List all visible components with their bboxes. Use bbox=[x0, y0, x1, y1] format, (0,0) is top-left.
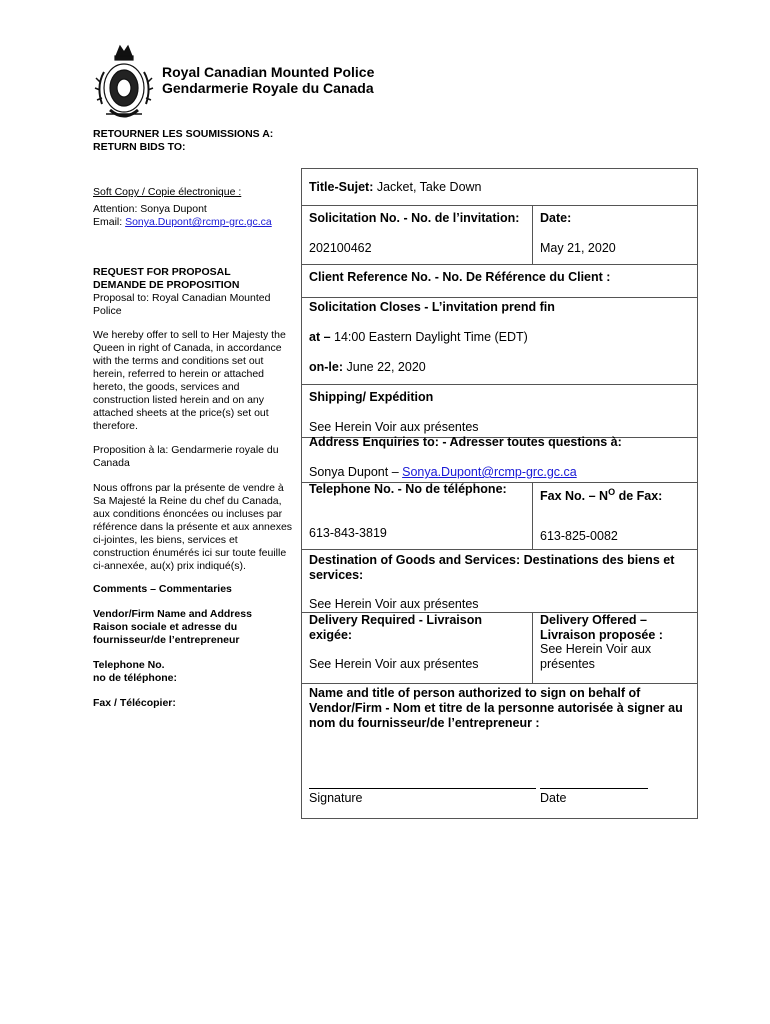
at-value: 14:00 Eastern Daylight Time (EDT) bbox=[330, 330, 528, 344]
fax-label-text: Fax No. – N bbox=[540, 489, 609, 504]
enquiries-contact bbox=[309, 465, 577, 480]
email-label: Email: bbox=[93, 216, 126, 228]
return-bids-fr: RETOURNER LES SOUMISSIONS A: bbox=[93, 128, 274, 140]
solicitation-closes-label: Solicitation Closes - L’invitation prend fin bbox=[309, 300, 555, 314]
on-label: on-le: bbox=[309, 360, 344, 374]
signature-line[interactable] bbox=[309, 788, 536, 789]
at-label: at – bbox=[309, 330, 331, 344]
fax-label: Fax / Télécopier: bbox=[93, 697, 176, 709]
enquiries-name: Sonya Dupont – bbox=[309, 465, 403, 479]
vendor-label-1: Vendor/Firm Name and Address bbox=[93, 608, 252, 620]
fax-value: 613-825-0082 bbox=[540, 529, 618, 543]
delivery-offered-label-2: Livraison proposée : bbox=[540, 628, 663, 642]
authorized-signatory-label: Name and title of person authorized to sign on behalf of Vendor/Firm - Nom et titre de la personne autorisée à signer au nom du fournisseur/de l’entrepreneur : bbox=[309, 686, 683, 730]
on-value: June 22, 2020 bbox=[343, 360, 426, 374]
solicitation-label: Solicitation No. - No. de l’invitation: bbox=[309, 211, 520, 225]
telephone-field-label: Telephone No. - No de téléphone: bbox=[309, 482, 507, 496]
return-bids-en: RETURN BIDS TO: bbox=[93, 141, 186, 153]
delivery-offered-value-2: présentes bbox=[540, 657, 595, 671]
shipping-value: See Herein Voir aux présentes bbox=[309, 420, 479, 434]
vendor-label-3: fournisseur/de l’entrepreneur bbox=[93, 634, 240, 646]
delivery-offered-value-1: See Herein Voir aux bbox=[540, 642, 652, 656]
fax-field-label bbox=[540, 485, 662, 504]
offer-fr: Nous offrons par la présente de vendre à Sa Majesté la Reine du chef du Canada, aux conditions énoncées ou incluses par référence dans la présente et aux annexes ci-jointes, les biens, services et construction énumérés ici sur toute feuille ci-annexée, au(x) prix indiqué(s). bbox=[93, 482, 293, 572]
soft-copy-label: Soft Copy / Copie électronique : bbox=[93, 186, 242, 198]
rfp-en: REQUEST FOR PROPOSAL bbox=[93, 266, 231, 278]
proposal-to: Proposal to: Royal Canadian Mounted Police bbox=[93, 292, 271, 317]
rfp-fr: DEMANDE DE PROPOSITION bbox=[93, 279, 240, 291]
telephone-value: 613-843-3819 bbox=[309, 526, 387, 540]
delivery-required-label-2: exigée: bbox=[309, 628, 353, 642]
attention-text: Attention: Sonya Dupont bbox=[93, 203, 207, 215]
header-title-fr: Gendarmerie Royale du Canada bbox=[162, 80, 374, 96]
proposition-fr: Proposition à la: Gendarmerie royale du Canada bbox=[93, 444, 279, 469]
solicitation-value: 202100462 bbox=[309, 241, 372, 255]
destination-label: Destination of Goods and Services: Destinations des biens et services: bbox=[309, 553, 675, 582]
email-line bbox=[93, 216, 272, 229]
enquiries-label: Address Enquiries to: - Adresser toutes questions à: bbox=[309, 435, 622, 449]
header-title-en: Royal Canadian Mounted Police bbox=[162, 64, 375, 80]
date-value: May 21, 2020 bbox=[540, 241, 616, 255]
closing-date bbox=[309, 360, 426, 375]
signature-date-label: Date bbox=[540, 791, 567, 805]
delivery-offered-label-1: Delivery Offered – bbox=[540, 613, 647, 627]
rcmp-crest-logo bbox=[94, 42, 154, 126]
title-label: Title-Sujet: bbox=[309, 180, 374, 194]
delivery-required-label-1: Delivery Required - Livraison bbox=[309, 613, 482, 627]
signature-label: Signature bbox=[309, 791, 363, 805]
enquiries-email-link[interactable]: Sonya.Dupont@rcmp-grc.gc.ca bbox=[402, 465, 577, 479]
title-value: Jacket, Take Down bbox=[373, 180, 482, 194]
delivery-required-value: See Herein Voir aux présentes bbox=[309, 657, 479, 671]
date-line[interactable] bbox=[540, 788, 648, 789]
closing-time bbox=[309, 330, 528, 345]
title-field bbox=[309, 180, 482, 195]
client-reference-label: Client Reference No. - No. De Référence du Client : bbox=[309, 270, 611, 284]
telephone-label-1: Telephone No. bbox=[93, 659, 165, 671]
destination-value: See Herein Voir aux présentes bbox=[309, 597, 479, 611]
offer-en: We hereby offer to sell to Her Majesty the Queen in right of Canada, in accordance with the terms and conditions set out herein, referred to herein or attached hereto, the goods, services and construction listed herein and on any attached sheets at the price(s) set out therefore. bbox=[93, 329, 286, 432]
comments-label: Comments – Commentaries bbox=[93, 583, 232, 595]
fax-label-sup: O bbox=[608, 487, 616, 497]
fax-label-end: de Fax: bbox=[615, 489, 663, 504]
date-label: Date: bbox=[540, 211, 572, 225]
email-link[interactable]: Sonya.Dupont@rcmp-grc.gc.ca bbox=[125, 216, 272, 228]
vendor-label-2: Raison sociale et adresse du bbox=[93, 621, 238, 633]
telephone-label-2: no de téléphone: bbox=[93, 672, 177, 684]
shipping-label: Shipping/ Expédition bbox=[309, 390, 434, 404]
